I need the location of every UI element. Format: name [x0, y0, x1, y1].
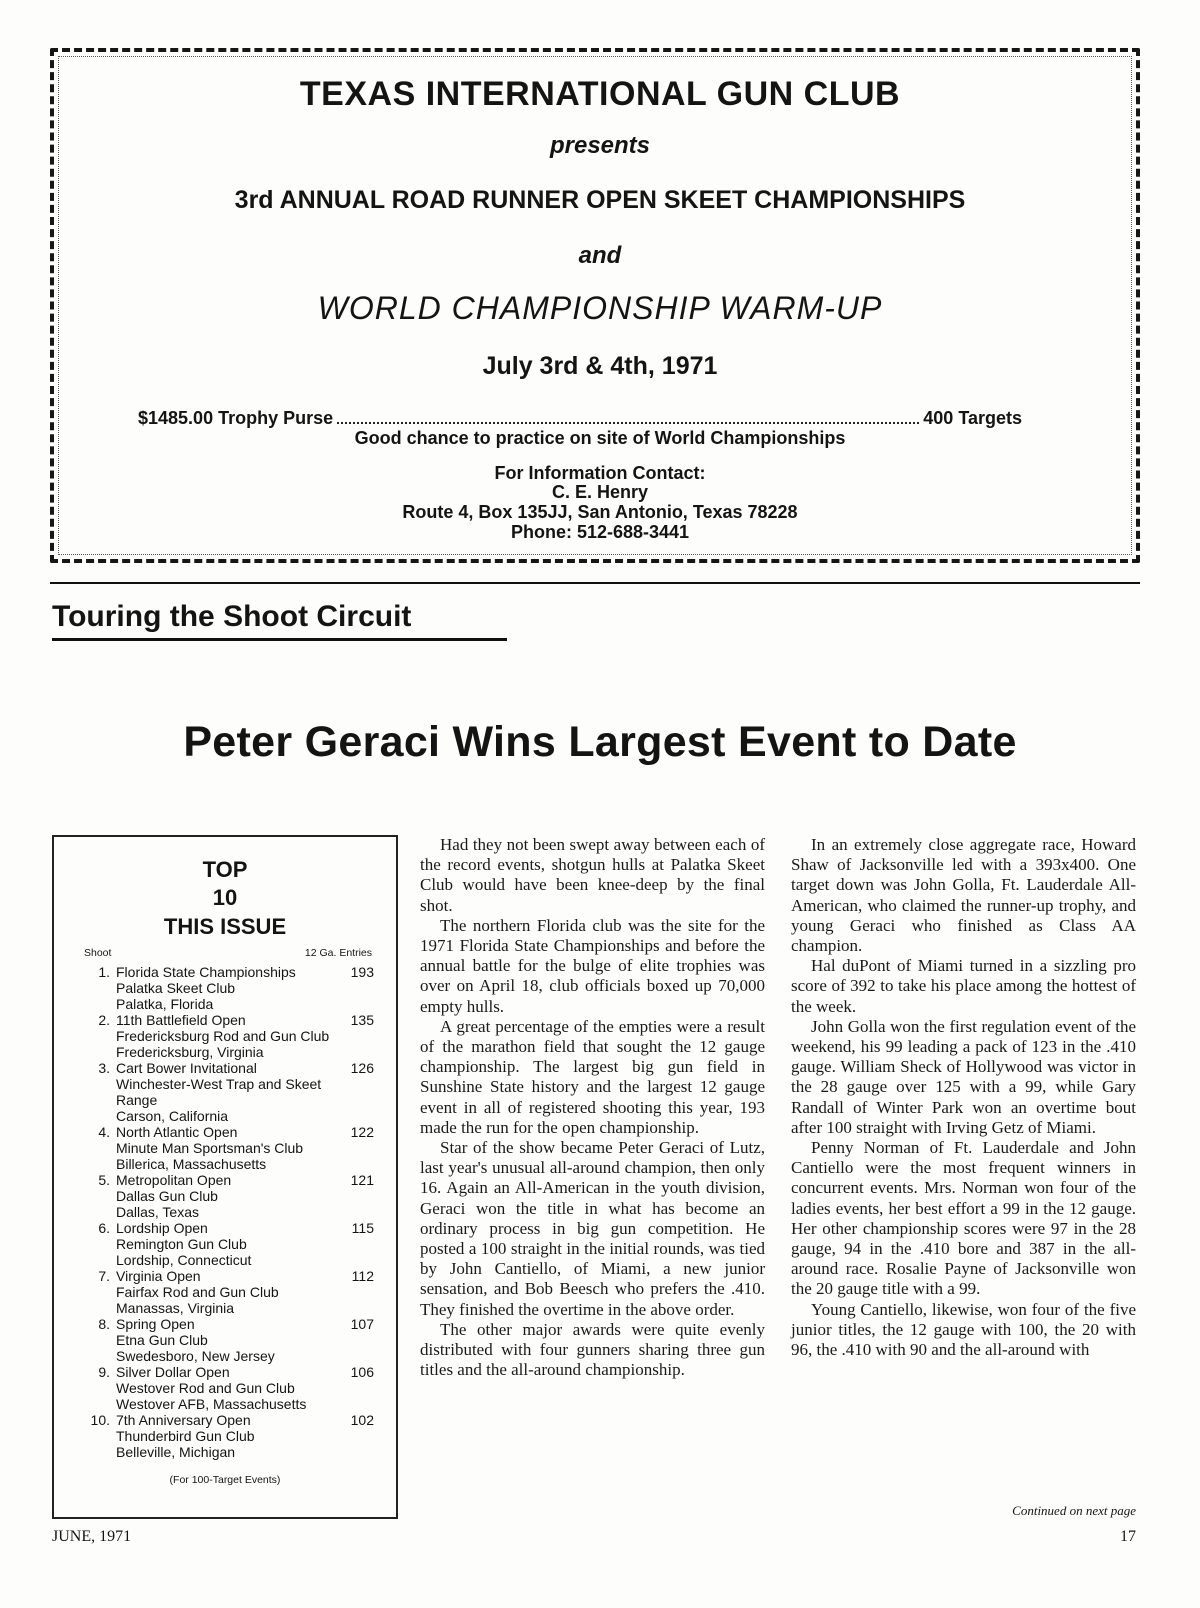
entry-name: Virginia Open: [116, 1268, 201, 1284]
entry-rank: 3.: [98, 1060, 110, 1076]
entry-location: Swedesboro, New Jersey: [116, 1348, 275, 1364]
entry-club: Fairfax Rod and Gun Club: [116, 1284, 279, 1300]
divider-rule: [50, 582, 1140, 584]
entry-count: 106: [350, 1364, 374, 1380]
top10-entry: [84, 964, 374, 1012]
entry-club: Remington Gun Club: [116, 1236, 247, 1252]
paragraph: The northern Florida club was the site for the 1971 Florida State Championships and before the annual battle for the bulge of elite trophies was over on April 18, club officials boxed up 70,000 empty hulls.: [420, 915, 765, 1016]
entry-name: North Atlantic Open: [116, 1124, 238, 1140]
paragraph: Hal duPont of Miami turned in a sizzling pro score of 392 to take his place among the hottest of the week.: [791, 956, 1136, 1016]
paragraph: A great percentage of the empties were a result of the marathon field that sought the 12 gauge championship. The largest big gun field in Sunshine State history and the largest 12 gauge event in all of registered shooting this year, 193 made the run for the open championship.: [420, 1016, 765, 1137]
entry-rank: 5.: [98, 1172, 110, 1188]
ad-presents: presents: [549, 132, 651, 159]
paragraph: Young Cantiello, likewise, won four of the five junior titles, the 12 gauge with 100, the 20 with 96, the .410 with 90 and the all-around with: [791, 1299, 1136, 1360]
entry-count: 122: [350, 1124, 374, 1140]
paragraph: Star of the show became Peter Geraci of Lutz, last year's unusual all-around champion, then only 16. Again an All-American in the youth division, Geraci won the title in what has become an ordinary process in big gun competition. He posted a 100 straight in the initial rounds, was tied by John Cantiello, of Miami, a new junior sensation, and Bob Beesch who prefers the .410. They finished the overtime in the above order.: [420, 1138, 765, 1319]
top10-entry: [84, 1124, 374, 1172]
top10-entry: [84, 1220, 374, 1268]
entry-rank: 1.: [98, 964, 110, 980]
top10-entry: [84, 1316, 374, 1364]
top10-entry: [84, 1012, 374, 1060]
entry-club-cont: Range: [116, 1092, 158, 1108]
page-number: 17: [1120, 1528, 1136, 1545]
dot-leader: [337, 410, 919, 424]
col-header-entries: 12 Ga. Entries: [304, 947, 372, 959]
entry-count: 107: [350, 1316, 374, 1332]
entry-location: Belleville, Michigan: [116, 1444, 236, 1460]
entry-location: Carson, California: [116, 1108, 229, 1124]
entry-count: 135: [350, 1012, 374, 1028]
ad-practice: Good chance to practice on site of World Championships: [354, 428, 846, 448]
entry-rank: 4.: [98, 1124, 110, 1140]
entry-count: 126: [350, 1060, 374, 1076]
entry-location: Palatka, Florida: [116, 996, 214, 1012]
entry-count: 112: [351, 1268, 374, 1284]
top10-entry: [84, 1172, 374, 1220]
ad-contact-name: C. E. Henry: [551, 482, 649, 502]
entry-location: Dallas, Texas: [116, 1204, 200, 1220]
entry-club: Dallas Gun Club: [116, 1188, 218, 1204]
ad-purse: $1485.00 Trophy Purse: [138, 408, 334, 428]
paragraph: John Golla won the first regulation event of the weekend, his 99 leading a pack of 123 in the .410 gauge. William Sheck of Hollywood was victor in the 28 gauge over 125 with a 99, while Gary Randall of Winter Park won an overtime bout after 100 straight with Irving Getz of Miami.: [791, 1016, 1136, 1137]
entry-count: 102: [350, 1412, 374, 1428]
ad-phone: Phone: 512-688-3441: [510, 522, 690, 542]
entry-club: Fredericksburg Rod and Gun Club: [116, 1028, 330, 1044]
entry-club: Etna Gun Club: [116, 1332, 208, 1348]
entry-rank: 7.: [98, 1268, 110, 1284]
ad-address: Route 4, Box 135JJ, San Antonio, Texas 78228: [402, 502, 798, 522]
entry-name: Lordship Open: [116, 1220, 208, 1236]
entry-name: Spring Open: [116, 1316, 195, 1332]
entry-location: Billerica, Massachusetts: [116, 1156, 267, 1172]
top10-entry: [84, 1412, 374, 1460]
entry-rank: 6.: [98, 1220, 110, 1236]
entry-name: 11th Battlefield Open: [116, 1012, 246, 1028]
paragraph: Penny Norman of Ft. Lauderdale and John Cantiello were the most frequent winners in concurrent events. Mrs. Norman won four of the ladies events, her best effort a 99 in the 12 gauge. Her other championship scores were 97 in the 28 gauge, 94 in the .410 bore and 387 in the all-around race. Rosalie Payne of Jacksonville won the 20 gauge title with a 99.: [791, 1138, 1136, 1299]
issue-date: JUNE, 1971: [52, 1528, 132, 1545]
top10-title-line-3: THIS ISSUE: [163, 914, 287, 939]
entry-rank: 8.: [98, 1316, 110, 1332]
article-column-1: [420, 835, 765, 1380]
top10-entry: [84, 1268, 374, 1316]
entry-location: Fredericksburg, Virginia: [116, 1044, 264, 1060]
col-header-shoot: Shoot: [84, 947, 112, 959]
top10-entry: [84, 1060, 374, 1124]
section-title: Touring the Shoot Circuit: [52, 600, 507, 641]
entry-club: Minute Man Sportsman's Club: [116, 1140, 304, 1156]
top10-title-line-1: TOP: [202, 857, 248, 882]
entry-name: Silver Dollar Open: [116, 1364, 230, 1380]
ad-contact-label: For Information Contact:: [494, 463, 706, 483]
paragraph: In an extremely close aggregate race, Howard Shaw of Jacksonville led with a 393x400. One target down was John Golla, Ft. Lauderdale All-American, who claimed the runner-up trophy, and young Geraci who finished as Class AA champion.: [791, 835, 1136, 956]
entry-club: Winchester-West Trap and Skeet: [116, 1076, 322, 1092]
ad-and: and: [578, 242, 622, 269]
continued-note: Continued on next page: [1012, 1503, 1136, 1518]
entry-name: Cart Bower Invitational: [116, 1060, 257, 1076]
entry-count: 121: [350, 1172, 374, 1188]
ad-event-name: 3rd ANNUAL ROAD RUNNER OPEN SKEET CHAMPIONSHIPS: [234, 186, 966, 214]
ad-title: TEXAS INTERNATIONAL GUN CLUB: [299, 75, 901, 113]
entry-club: Westover Rod and Gun Club: [116, 1380, 295, 1396]
entry-rank: 2.: [98, 1012, 110, 1028]
ad-warmup: WORLD CHAMPIONSHIP WARM-UP: [317, 290, 883, 326]
entry-name: Florida State Championships: [116, 964, 296, 980]
entry-location: Lordship, Connecticut: [116, 1252, 252, 1268]
entry-name: 7th Anniversary Open: [116, 1412, 251, 1428]
paragraph: Had they not been swept away between each of the record events, shotgun hulls at Palatka Skeet Club would have been knee-deep by the final shot.: [420, 835, 765, 915]
entry-count: 193: [350, 964, 374, 980]
entry-rank: 10.: [90, 1412, 110, 1428]
entry-count: 115: [351, 1220, 374, 1236]
top10-entry: [84, 1364, 374, 1412]
paragraph: The other major awards were quite evenly distributed with four gunners sharing three gun titles and the all-around championship.: [420, 1319, 765, 1380]
ad-dates: July 3rd & 4th, 1971: [482, 352, 718, 380]
article-column-2: [791, 835, 1136, 1360]
entry-location: Westover AFB, Massachusetts: [116, 1396, 307, 1412]
entry-club: Thunderbird Gun Club: [116, 1428, 255, 1444]
top10-footnote: (For 100-Target Events): [169, 1474, 281, 1486]
ad-purse-line: [138, 408, 1022, 429]
top10-title-line-2: 10: [212, 885, 238, 910]
ad-targets: 400 Targets: [923, 408, 1022, 428]
entry-club: Palatka Skeet Club: [116, 980, 236, 996]
headline: Peter Geraci Wins Largest Event to Date: [183, 718, 1017, 766]
entry-location: Manassas, Virginia: [116, 1300, 235, 1316]
entry-name: Metropolitan Open: [116, 1172, 232, 1188]
entry-rank: 9.: [98, 1364, 110, 1380]
